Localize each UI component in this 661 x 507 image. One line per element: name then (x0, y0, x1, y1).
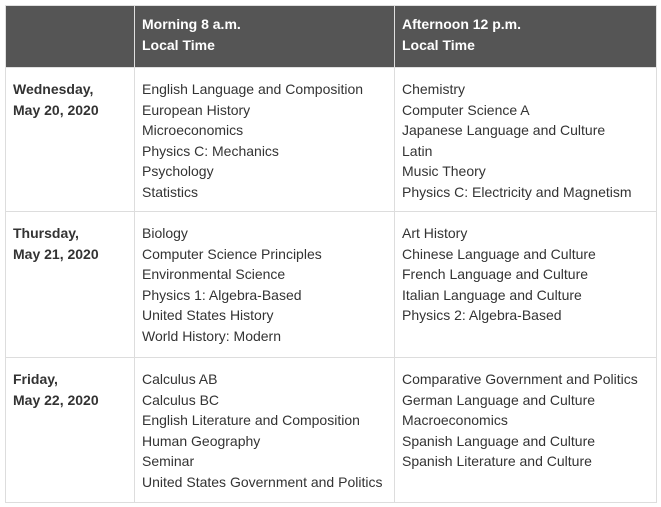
table-row (6, 68, 657, 212)
subject-item: Physics C: Mechanics (142, 142, 279, 159)
subject-item: Seminar (142, 453, 195, 470)
afternoon-subjects-cell (395, 358, 657, 503)
header-morning-time: Morning 8 a.m. (142, 16, 241, 32)
subject-item: French Language and Culture (402, 266, 589, 283)
day-name: Wednesday, (13, 81, 94, 97)
morning-subjects-cell (135, 358, 395, 503)
day-name: Thursday, (13, 225, 79, 241)
subject-item: Physics C: Electricity and Magnetism (402, 183, 632, 200)
subject-item: Physics 1: Algebra-Based (142, 286, 302, 303)
subject-item: Human Geography (142, 432, 261, 449)
day-cell (6, 68, 135, 212)
subject-item: Music Theory (402, 163, 486, 180)
header-morning (135, 6, 395, 68)
subject-item: Art History (402, 225, 468, 241)
subject-item: Spanish Language and Culture (402, 432, 596, 449)
subject-item: Calculus AB (142, 371, 218, 387)
day-cell (6, 358, 135, 503)
day-date: May 21, 2020 (13, 245, 99, 262)
header-afternoon-time: Afternoon 12 p.m. (402, 16, 522, 32)
subject-item: Computer Science Principles (142, 245, 322, 262)
table-row (6, 358, 657, 503)
subject-item: Chemistry (402, 81, 466, 97)
subject-item: Computer Science A (402, 101, 530, 118)
header-afternoon-subtitle: Local Time (402, 37, 475, 53)
morning-subjects-cell (135, 212, 395, 358)
header-corner-cell (6, 6, 135, 68)
subject-item: Chinese Language and Culture (402, 245, 596, 262)
header-morning-subtitle: Local Time (142, 37, 215, 53)
subject-item: Psychology (142, 163, 214, 180)
day-cell (6, 212, 135, 358)
afternoon-subjects-cell (395, 68, 657, 212)
subject-item: English Language and Composition (142, 81, 364, 97)
header-row (6, 6, 657, 68)
subject-item: Microeconomics (142, 122, 244, 139)
exam-schedule-table (5, 5, 657, 503)
subject-item: European History (142, 101, 251, 118)
subject-item: Calculus BC (142, 391, 220, 408)
afternoon-subjects-cell (395, 212, 657, 358)
header-afternoon (395, 6, 657, 68)
day-date: May 20, 2020 (13, 101, 99, 118)
subject-item: Latin (402, 142, 433, 159)
subject-item: Spanish Literature and Culture (402, 453, 592, 470)
subject-item: Physics 2: Algebra-Based (402, 307, 562, 324)
subject-item: Comparative Government and Politics (402, 371, 638, 387)
subject-item: Macroeconomics (402, 412, 508, 429)
table-row (6, 212, 657, 358)
subject-item: Japanese Language and Culture (402, 122, 606, 139)
subject-item: English Literature and Composition (142, 412, 360, 429)
morning-subjects-cell (135, 68, 395, 212)
subject-item: Environmental Science (142, 266, 286, 283)
subject-item: German Language and Culture (402, 391, 596, 408)
day-name: Friday, (13, 371, 58, 387)
day-date: May 22, 2020 (13, 391, 99, 408)
subject-item: United States Government and Politics (142, 473, 383, 490)
subject-item: World History: Modern (142, 327, 282, 344)
schedule-container (5, 5, 656, 502)
subject-item: Italian Language and Culture (402, 286, 582, 303)
subject-item: United States History (142, 307, 274, 324)
subject-item: Statistics (142, 183, 199, 200)
subject-item: Biology (142, 225, 188, 241)
